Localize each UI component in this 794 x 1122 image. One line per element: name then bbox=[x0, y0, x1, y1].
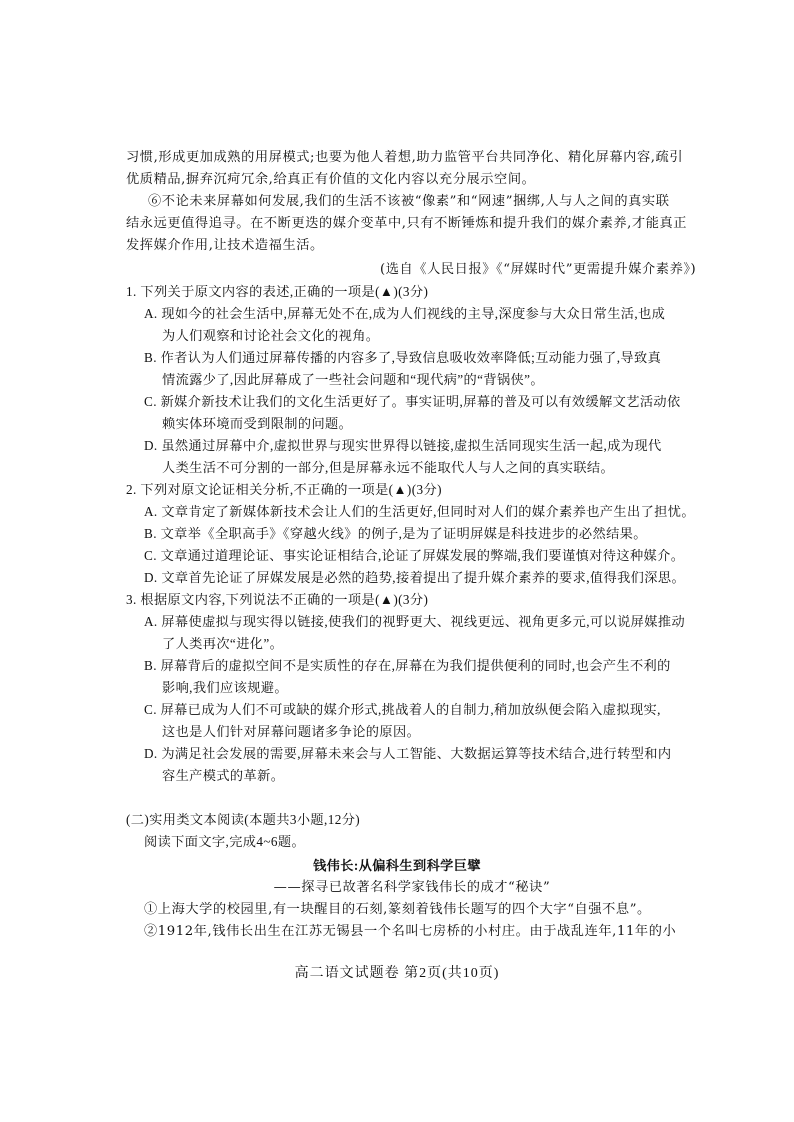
question-stem: 2. 下列对原文论证相关分析,不正确的一项是(▲)(3分) bbox=[126, 482, 442, 497]
article-title: 钱伟长:从偏科生到科学巨擘 bbox=[313, 858, 481, 873]
passage-line: ⑥不论未来屏幕如何发展,我们的生活不该被“像素”和“网速”捆绑,人与人之间的真实联 bbox=[148, 194, 670, 209]
question-stem: 3. 根据原文内容,下列说法不正确的一项是(▲)(3分) bbox=[126, 592, 429, 607]
option-a: A. 文章肯定了新媒体新技术会让人们的生活更好,但同时对人们的媒介素养也产生出了担忧。 bbox=[144, 504, 695, 519]
question-stem: 1. 下列关于原文内容的表述,正确的一项是(▲)(3分) bbox=[126, 284, 429, 299]
option-a: A. 现如今的社会生活中,屏幕无处不在,成为人们视线的主导,深度参与大众日常生活,也成 bbox=[144, 306, 666, 321]
passage-line: 优质精品,摒弃沉疴冗余,给真正有价值的文化内容以充分展示空间。 bbox=[126, 172, 536, 187]
option-b-cont: 情流露少了,因此屏幕成了一些社会问题和“现代病”的“背锅侠”。 bbox=[162, 372, 544, 387]
option-c: C. 屏幕已成为人们不可或缺的媒介形式,挑战着人的自制力,稍加放纵便会陷入虚拟现实, bbox=[144, 702, 661, 717]
option-d: D. 为满足社会发展的需要,屏幕未来会与人工智能、大数据运算等技术结合,进行转型和内 bbox=[144, 746, 672, 761]
option-d: D. 文章首先论证了屏媒发展是必然的趋势,接着提出了提升媒介素养的要求,值得我们深思。 bbox=[144, 570, 686, 585]
option-c-cont: 这也是人们针对屏幕问题诸多争论的原因。 bbox=[162, 724, 421, 739]
option-b-cont: 影响,我们应该规避。 bbox=[162, 680, 288, 695]
section-instruction: 阅读下面文字,完成4~6题。 bbox=[144, 834, 306, 849]
option-d-cont: 容生产模式的革新。 bbox=[162, 768, 285, 783]
article-subtitle: ——探寻已故著名科学家钱伟长的成才“秘诀” bbox=[273, 880, 551, 895]
option-d-cont: 人类生活不可分割的一部分,但是屏幕永远不能取代人与人之间的真实联结。 bbox=[162, 460, 615, 475]
option-a-cont: 为人们观察和讨论社会文化的视角。 bbox=[162, 328, 380, 343]
section-heading: (二)实用类文本阅读(本题共3小题,12分) bbox=[126, 812, 361, 827]
option-c-cont: 赖实体环境而受到限制的问题。 bbox=[162, 416, 353, 431]
option-a-cont: 了人类再次“进化”。 bbox=[162, 636, 284, 651]
option-b: B. 屏幕背后的虚拟空间不是实质性的存在,屏幕在为我们提供便利的同时,也会产生不利的 bbox=[144, 658, 671, 673]
option-d: D. 虽然通过屏幕中介,虚拟世界与现实世界得以链接,虚拟生活同现实生活一起,成为现代 bbox=[144, 438, 662, 453]
option-b: B. 文章举《全职高手》《穿越火线》的例子,是为了证明屏媒是科技进步的必然结果。 bbox=[144, 526, 647, 541]
option-c: C. 文章通过道理论证、事实论证相结合,论证了屏媒发展的弊端,我们要谨慎对待这种媒介。 bbox=[144, 548, 685, 563]
passage-line: 习惯,形成更加成熟的用屏模式;也要为他人着想,助力监管平台共同净化、精化屏幕内容,疏引 bbox=[126, 150, 684, 165]
article-paragraph: ②1912年,钱伟长出生在江苏无锡县一个名叫七房桥的小村庄。由于战乱连年,11年的小 bbox=[144, 924, 677, 939]
article-paragraph: ①上海大学的校园里,有一块醒目的石刻,篆刻着钱伟长题写的四个大字“自强不息”。 bbox=[144, 902, 651, 917]
option-a: A. 屏幕使虚拟与现实得以链接,使我们的视野更大、视线更远、视角更多元,可以说屏媒推动 bbox=[144, 614, 686, 629]
option-c: C. 新媒介新技术让我们的文化生活更好了。事实证明,屏幕的普及可以有效缓解文艺活动依 bbox=[144, 394, 681, 409]
source-citation: (选自《人民日报》《“屏媒时代”更需提升媒介素养》) bbox=[380, 262, 697, 277]
page-footer: 高二语文试题卷 第2页(共10页) bbox=[294, 966, 500, 981]
passage-line: 发挥媒介作用,让技术造福生活。 bbox=[126, 238, 324, 253]
passage-line: 结永远更值得追寻。在不断更迭的媒介变革中,只有不断锤炼和提升我们的媒介素养,才能真正 bbox=[126, 216, 688, 231]
option-b: B. 作者认为人们通过屏幕传播的内容多了,导致信息吸收效率降低;互动能力强了,导致真 bbox=[144, 350, 662, 365]
